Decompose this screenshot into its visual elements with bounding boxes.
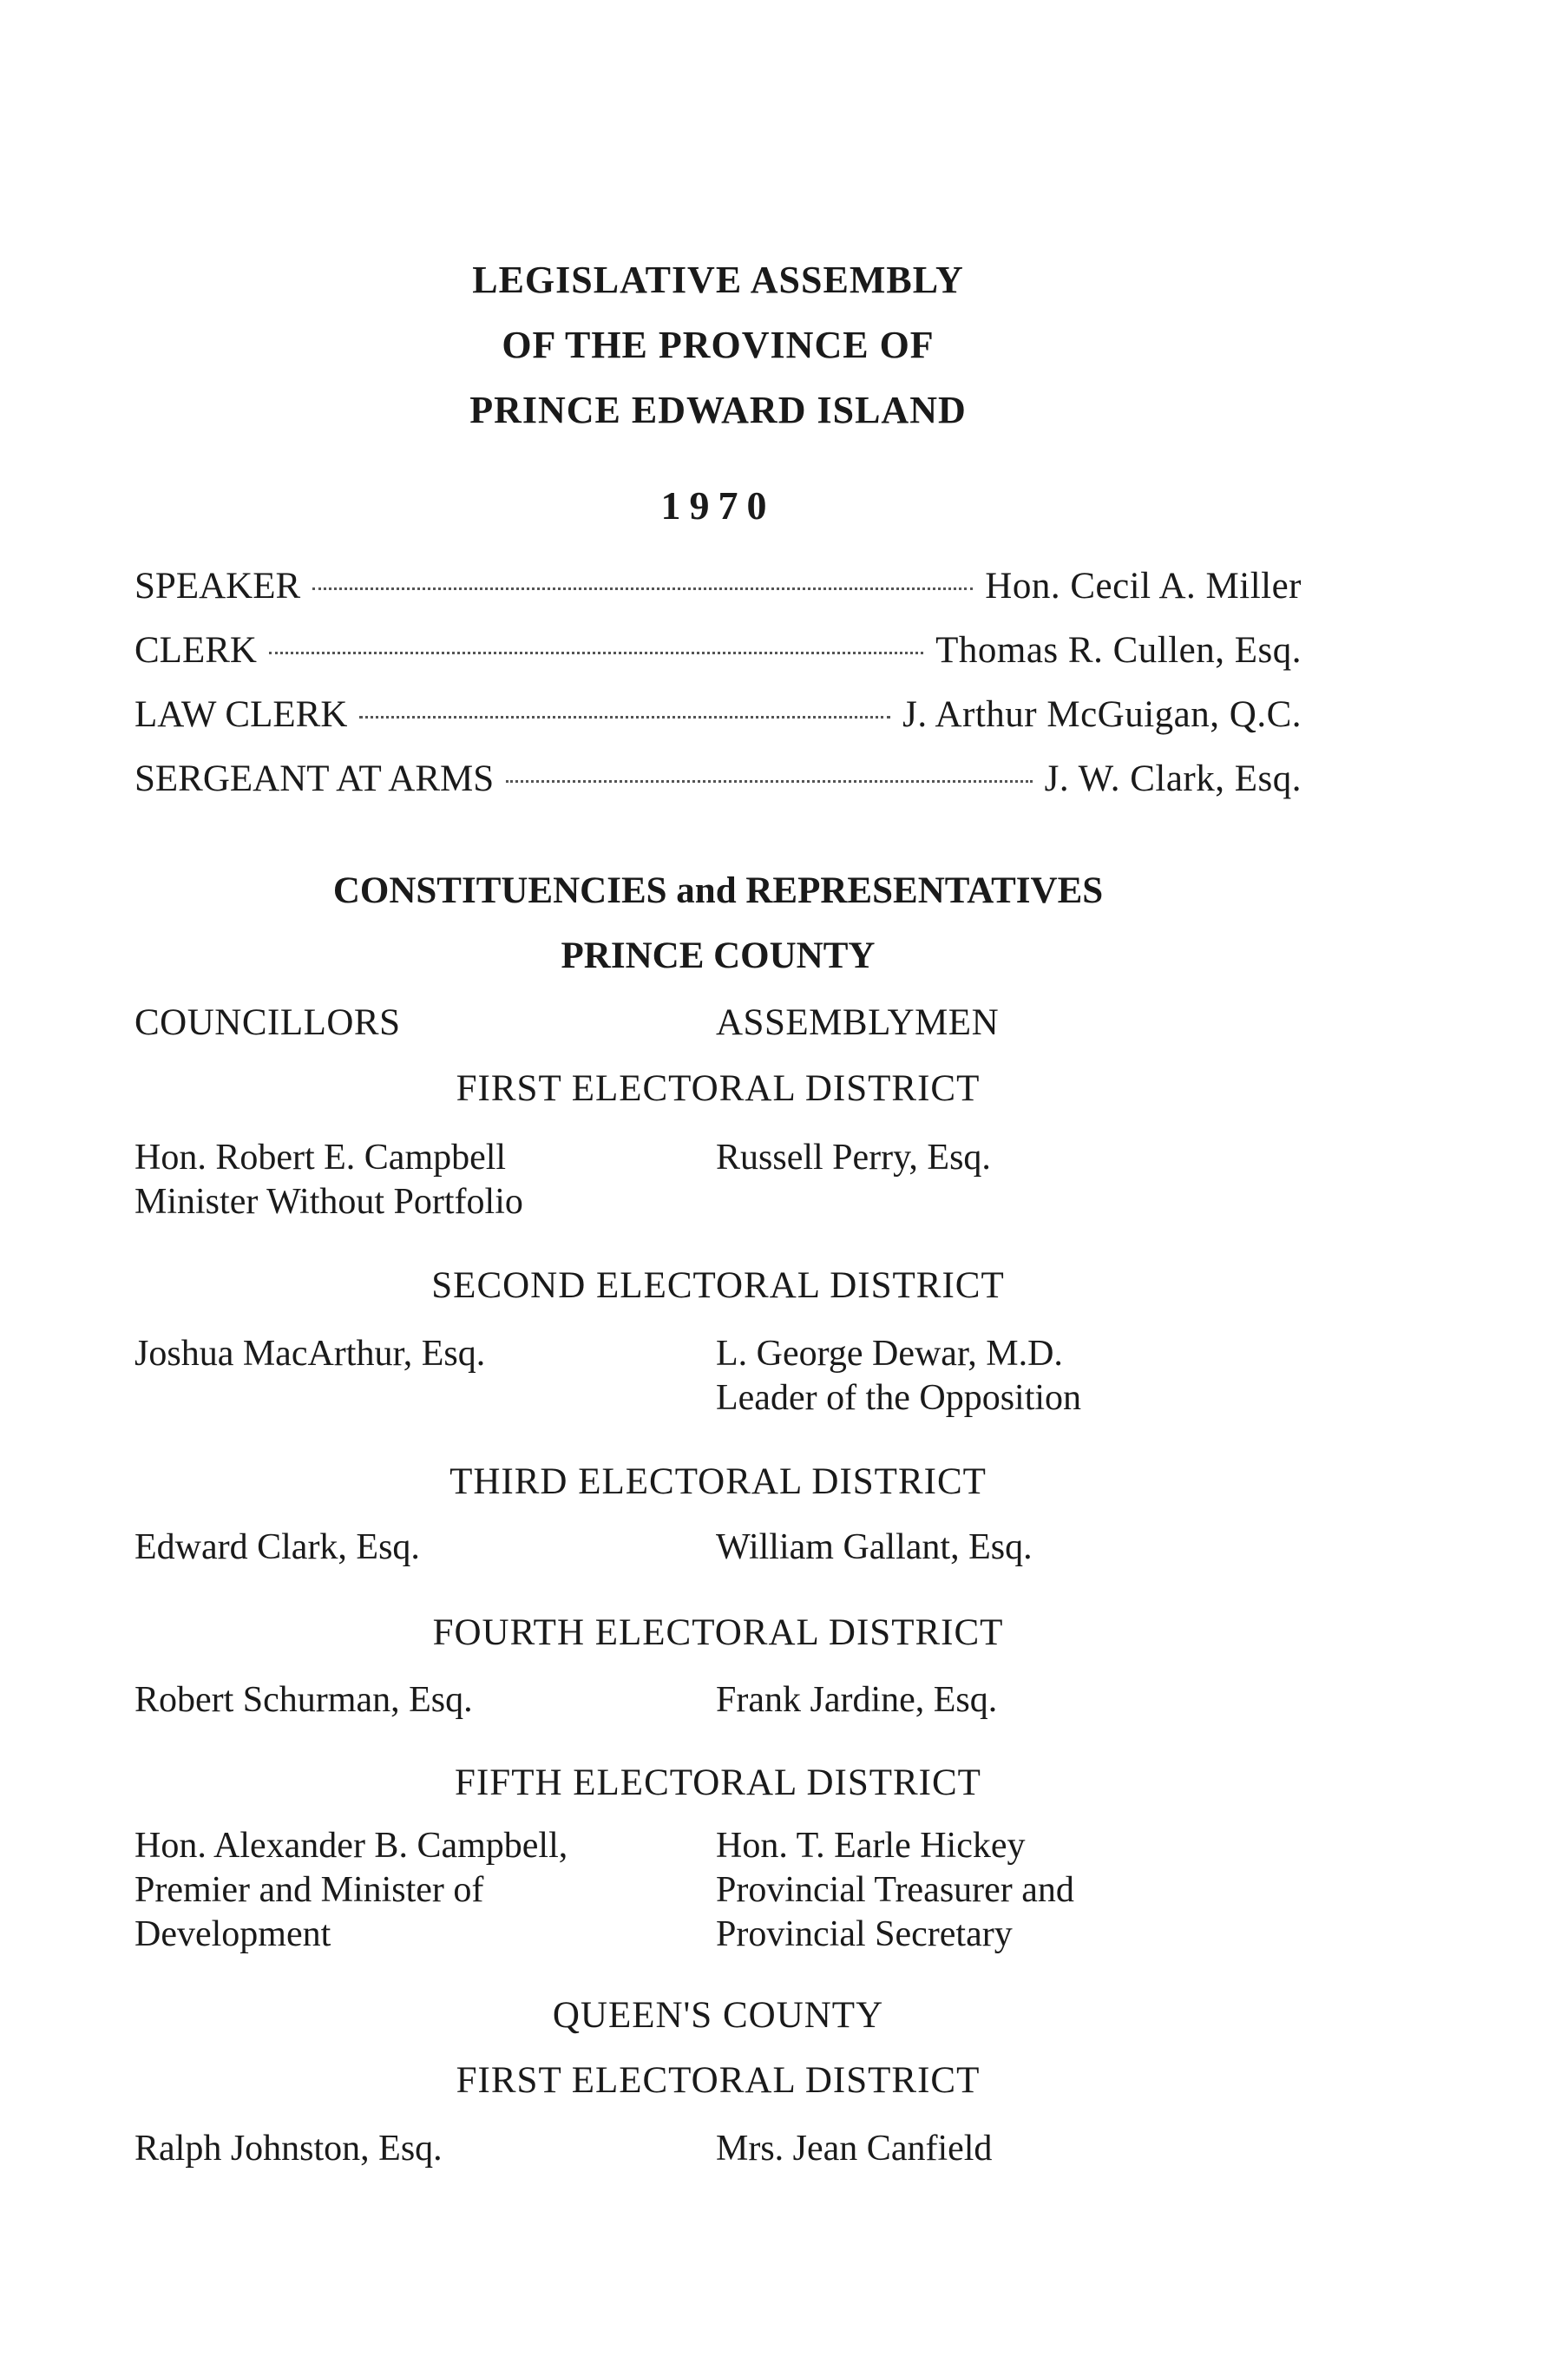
district-heading: THIRD ELECTORAL DISTRICT (449, 1461, 987, 1502)
officer-row-speaker (134, 565, 1302, 617)
dot-leader (312, 587, 973, 590)
assemblyman-entry (716, 1332, 1323, 1421)
councillor-name: Hon. Alexander B. Campbell, (134, 1826, 568, 1866)
district-heading: FOURTH ELECTORAL DISTRICT (432, 1612, 1004, 1653)
councillor-title: Premier and Minister of (134, 1870, 484, 1910)
assemblyman-title: Provincial Treasurer and (716, 1870, 1074, 1910)
councillor-name: Joshua MacArthur, Esq. (134, 1334, 486, 1374)
dot-leader (359, 716, 890, 719)
assemblyman-name: Frank Jardine, Esq. (716, 1680, 998, 1720)
councillor-entry (134, 1678, 690, 1723)
column-heading-councillors: COUNCILLORS (134, 1002, 401, 1043)
district-heading: FIRST ELECTORAL DISTRICT (456, 1068, 981, 1109)
title-line-2: OF THE PROVINCE OF (502, 324, 935, 366)
officer-row-sergeant-at-arms (134, 758, 1302, 810)
title-line-3: PRINCE EDWARD ISLAND (469, 389, 967, 431)
officer-role: SPEAKER (134, 566, 301, 607)
councillor-entry (134, 1136, 690, 1224)
district-heading: SECOND ELECTORAL DISTRICT (431, 1265, 1005, 1306)
councillor-name: Edward Clark, Esq. (134, 1527, 420, 1567)
assemblyman-name: L. George Dewar, M.D. (716, 1334, 1063, 1374)
councillor-entry (134, 1332, 690, 1376)
officer-holder: J. Arthur McGuigan, Q.C. (902, 694, 1302, 735)
district-heading: FIRST ELECTORAL DISTRICT (456, 2060, 981, 2101)
year: 1970 (660, 483, 776, 528)
officer-row-clerk (134, 629, 1302, 681)
officer-role: SERGEANT AT ARMS (134, 758, 495, 799)
officer-holder: Hon. Cecil A. Miller (985, 566, 1302, 607)
officer-role: LAW CLERK (134, 694, 348, 735)
column-heading-assemblymen: ASSEMBLYMEN (716, 1002, 1000, 1043)
title-line-1: LEGISLATIVE ASSEMBLY (472, 259, 964, 301)
councillor-entry (134, 1824, 690, 1957)
officer-holder: Thomas R. Cullen, Esq. (935, 630, 1302, 671)
assemblyman-name: Hon. T. Earle Hickey (716, 1826, 1026, 1866)
dot-leader (269, 652, 923, 654)
councillor-entry (134, 1526, 690, 1570)
assemblyman-name: Russell Perry, Esq. (716, 1138, 991, 1178)
assemblyman-entry (716, 2127, 1323, 2171)
officer-holder: J. W. Clark, Esq. (1044, 758, 1302, 799)
councillor-title: Minister Without Portfolio (134, 1182, 523, 1222)
assemblyman-entry (716, 1526, 1323, 1570)
assemblyman-entry (716, 1678, 1323, 1723)
assemblyman-entry (716, 1824, 1323, 1957)
councillor-name: Ralph Johnston, Esq. (134, 2129, 443, 2169)
constituencies-heading: CONSTITUENCIES and REPRESENTATIVES (332, 870, 1104, 911)
assemblyman-name: William Gallant, Esq. (716, 1527, 1033, 1567)
councillor-name: Robert Schurman, Esq. (134, 1680, 473, 1720)
councillor-name: Hon. Robert E. Campbell (134, 1138, 507, 1178)
queens-county-heading: QUEEN'S COUNTY (552, 1995, 884, 2036)
dot-leader (506, 780, 1032, 783)
councillor-entry (134, 2127, 690, 2171)
prince-county-heading: PRINCE COUNTY (561, 935, 876, 976)
assemblyman-name: Mrs. Jean Canfield (716, 2129, 993, 2169)
officer-row-law-clerk (134, 693, 1302, 745)
assemblyman-entry (716, 1136, 1323, 1180)
officer-role: CLERK (134, 630, 257, 671)
assemblyman-title: Leader of the Opposition (716, 1378, 1082, 1418)
councillor-title: Development (134, 1914, 331, 1954)
assemblyman-title: Provincial Secretary (716, 1914, 1013, 1954)
district-heading: FIFTH ELECTORAL DISTRICT (455, 1762, 981, 1803)
